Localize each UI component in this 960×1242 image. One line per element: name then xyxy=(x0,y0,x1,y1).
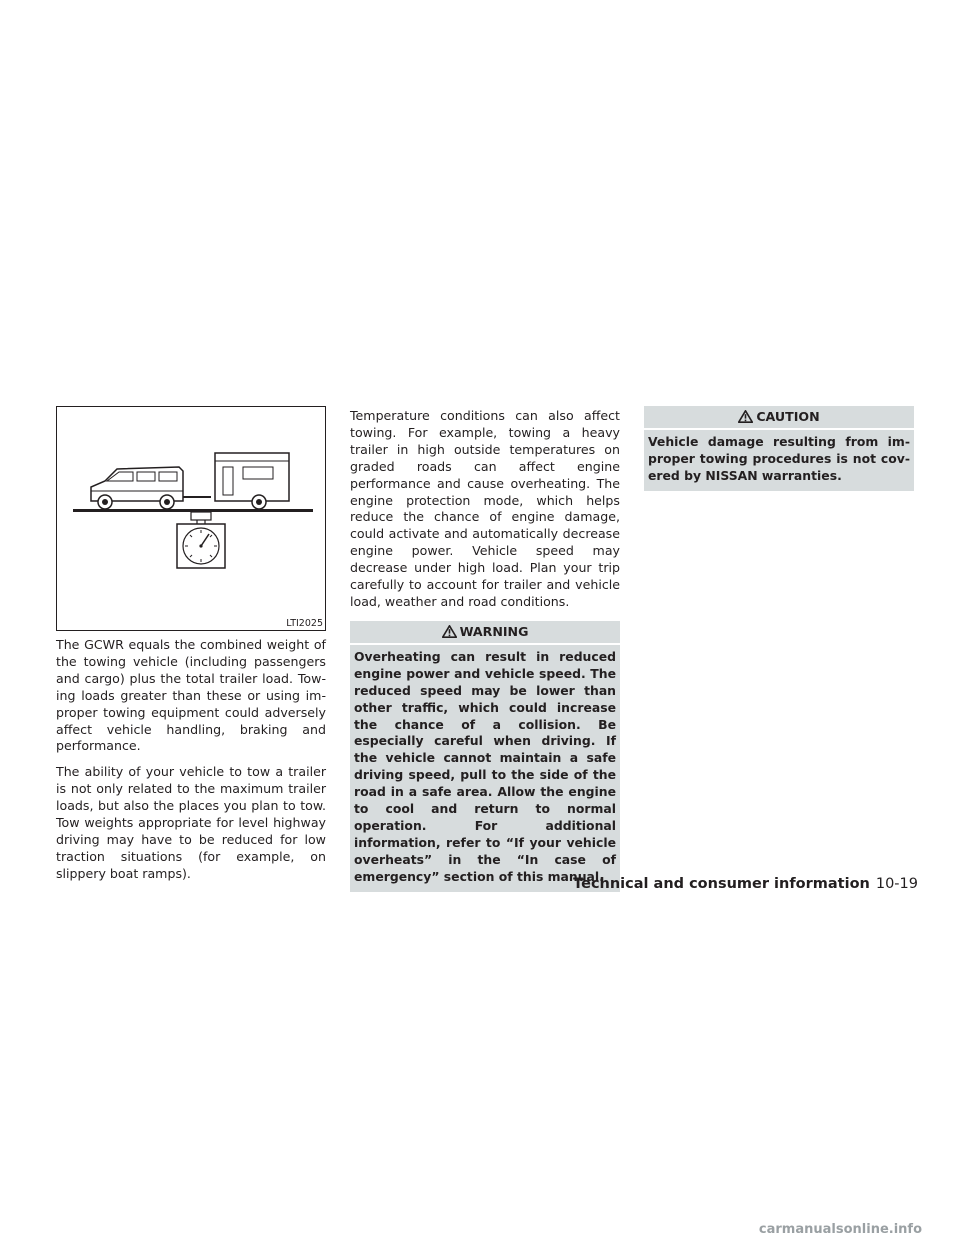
warning-box xyxy=(350,621,620,892)
gcwr-paragraph: The GCWR equals the combined weight of the towing vehicle (including passengers and cargo) plus the total trailer load. Towing loads greater than these or using improper towing equipment could adversely affect vehicle handling, braking and performance. xyxy=(56,637,326,754)
caution-box xyxy=(644,406,914,491)
figure-code: LTI2025 xyxy=(286,618,323,629)
caution-header xyxy=(644,406,914,430)
tow-ability-paragraph: The ability of your vehicle to tow a trailer is not only related to the maximum trailer loads, but also the places you plan to tow. Tow weights appropriate for level highway driving may have to be reduced for low traction situations (for example, on slippery boat ramps). xyxy=(56,764,326,881)
caution-title: CAUTION xyxy=(756,409,820,424)
page-footer xyxy=(573,876,918,892)
towing-weight-illustration xyxy=(56,406,326,631)
temperature-paragraph: Temperature conditions can also affect towing. For example, towing a heavy trailer in high outside temperatures on graded roads can affect engine performance and cause overheating. The engine protection mode, which helps reduce the chance of engine damage, could activate and automatically decrease engine power. Vehicle speed may decrease under high load. Plan your trip carefully to account for trailer and vehicle load, weather and road conditions. xyxy=(350,408,620,609)
warning-title: WARNING xyxy=(459,623,529,639)
left-column xyxy=(56,406,326,892)
footer-section-title: Technical and consumer information xyxy=(573,876,870,892)
watermark: carmanualsonline.info xyxy=(758,1222,922,1237)
caution-triangle-icon xyxy=(738,410,753,423)
warning-triangle-icon xyxy=(442,625,457,638)
right-column xyxy=(644,406,914,491)
page-number: 10-19 xyxy=(875,876,918,892)
caution-text: Vehicle damage resulting from improper towing procedures is not covered by NISSAN warranties. xyxy=(648,434,910,483)
middle-column xyxy=(350,408,620,892)
warning-header xyxy=(350,621,620,645)
vehicle-trailer-scale-drawing xyxy=(57,407,325,630)
warning-text: Overheating can result in reduced engine power and vehicle speed. The reduced speed may be lower than other traffic, which could increase the chance of a collision. Be especially careful when driving. If the vehicle cannot maintain a safe driving speed, pull to the side of the road in a safe area. Allow the engine to cool and return to normal operation. For additional information, refer to “If your vehicle overheats” in the “In case of emergency” section of this manual. xyxy=(354,648,616,884)
